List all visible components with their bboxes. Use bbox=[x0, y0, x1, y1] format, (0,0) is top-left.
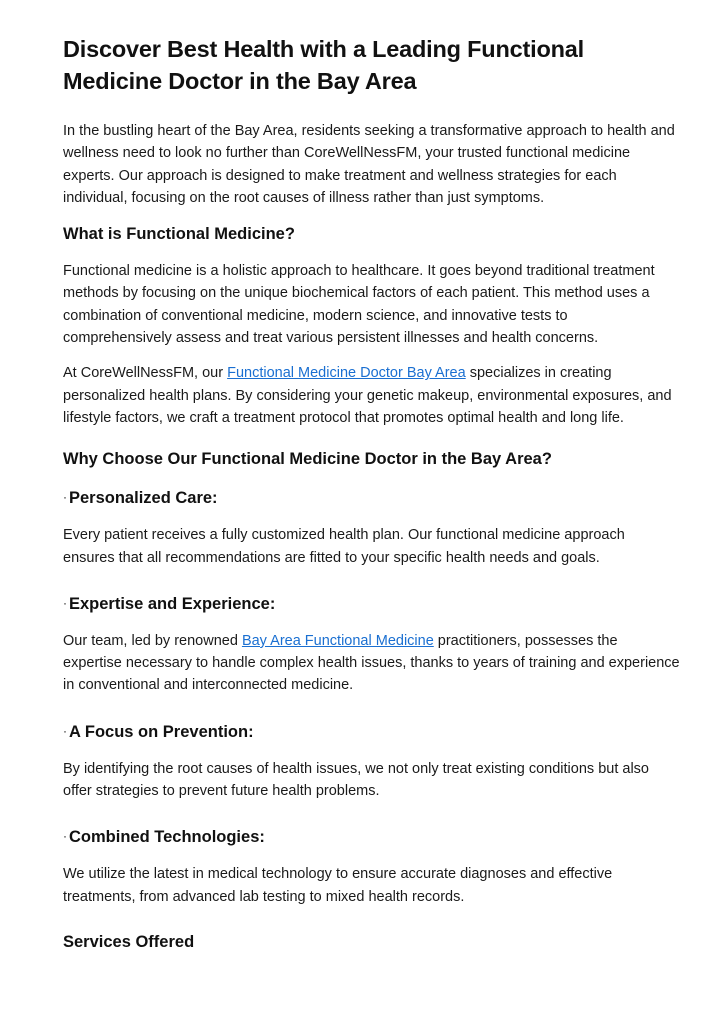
expertise-heading bbox=[63, 591, 680, 616]
prevention-heading bbox=[63, 719, 680, 744]
intro-paragraph: In the bustling heart of the Bay Area, residents seeking a transformative approach to health and wellness need to look no further than CoreWellNessFM, your trusted functional medicine experts. Our approach is designed to make treatment and wellness strategies for each individual, focusing on the root causes of illness rather than just symptoms. bbox=[63, 123, 675, 206]
prevention-paragraph: By identifying the root causes of health issues, we not only treat existing conditions but also offer strategies to prevent future health problems. bbox=[63, 760, 649, 800]
expertise-text-after: practitioners, possesses the expertise necessary to handle complex health issues, thanks to years of training and experience in conventional and interconnected medicine. bbox=[63, 632, 680, 694]
bullet-icon: · bbox=[63, 595, 67, 610]
personalized-care-label: Personalized Care: bbox=[69, 489, 218, 508]
why-choose-heading: Why Choose Our Functional Medicine Doctor in the Bay Area? bbox=[63, 450, 552, 469]
expertise-label: Expertise and Experience: bbox=[69, 594, 276, 613]
expertise-paragraph bbox=[63, 630, 680, 697]
corewellness-text-after: specializes in creating personalized health plans. By considering your genetic makeup, environmental exposures, and lifestyle factors, we craft a treatment protocol that promotes optimal health and long life. bbox=[63, 365, 672, 426]
bullet-icon: · bbox=[63, 723, 67, 738]
personalized-care-paragraph: Every patient receives a fully customized health plan. Our functional medicine approach ensures that all recommendations are fitted to your specific health needs and goals. bbox=[63, 527, 625, 566]
what-is-functional-medicine-paragraph: Functional medicine is a holistic approach to healthcare. It goes beyond traditional treatment methods by focusing on the unique biochemical factors of each patient. This method uses a combination of conventional medicine, modern science, and innovative tests to comprehensively assess and treat various persistent illnesses and health concerns. bbox=[63, 263, 655, 347]
bullet-icon: · bbox=[63, 490, 67, 505]
bay-area-functional-medicine-link[interactable]: Bay Area Functional Medicine bbox=[241, 632, 434, 649]
expertise-text-before: Our team, led by renowned bbox=[63, 632, 242, 649]
technologies-paragraph: We utilize the latest in medical technology to ensure accurate diagnoses and effective treatments, from advanced lab testing to mixed health records. bbox=[63, 866, 613, 905]
services-offered-heading: Services Offered bbox=[63, 932, 195, 951]
bullet-icon: · bbox=[63, 829, 67, 844]
technologies-heading bbox=[63, 824, 680, 849]
corewellness-text-before: At CoreWellNessFM, our bbox=[63, 365, 228, 382]
page-title: Discover Best Health with a Leading Functional Medicine Doctor in the Bay Area bbox=[63, 36, 584, 94]
technologies-label: Combined Technologies: bbox=[69, 828, 265, 847]
functional-medicine-doctor-link[interactable]: Functional Medicine Doctor Bay Area bbox=[227, 365, 466, 382]
corewellness-paragraph bbox=[63, 362, 680, 429]
prevention-label: A Focus on Prevention: bbox=[69, 722, 254, 741]
personalized-care-heading bbox=[63, 485, 680, 510]
what-is-functional-medicine-heading: What is Functional Medicine? bbox=[63, 225, 295, 244]
